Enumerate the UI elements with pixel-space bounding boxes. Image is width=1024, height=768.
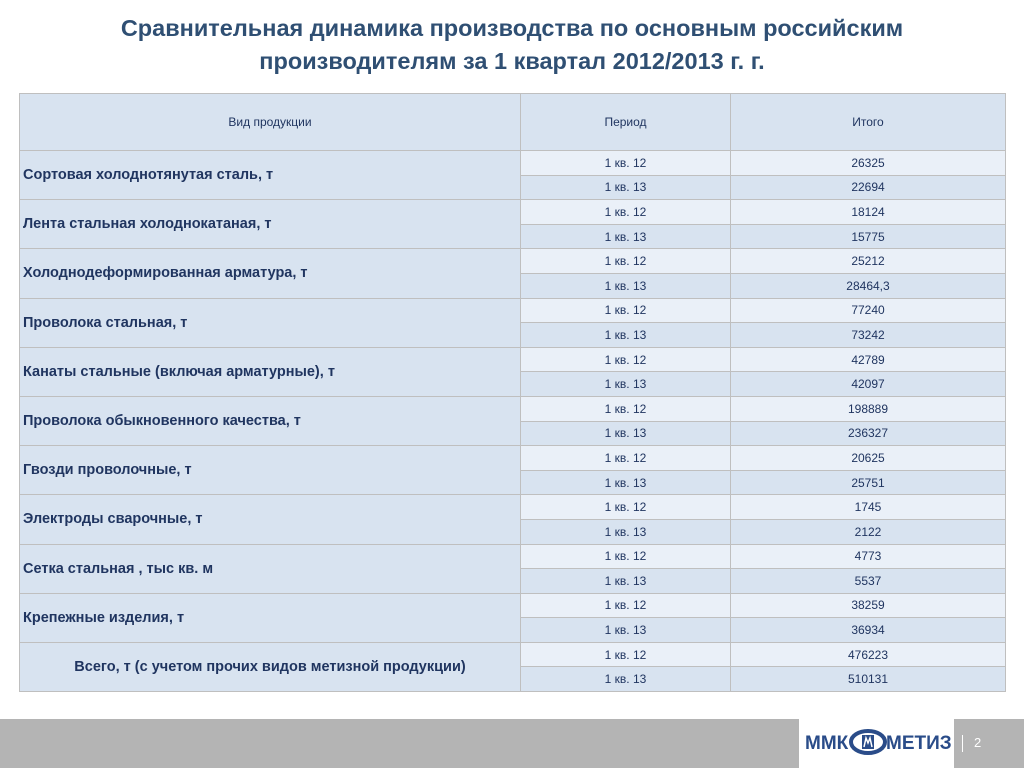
total-cell: 15775 xyxy=(731,224,1006,249)
period-cell: 1 кв. 13 xyxy=(521,470,731,495)
period-cell: 1 кв. 12 xyxy=(521,544,731,569)
product-name: Электроды сварочные, т xyxy=(20,495,521,544)
total-cell: 4773 xyxy=(731,544,1006,569)
total-cell: 18124 xyxy=(731,200,1006,225)
total-cell: 38259 xyxy=(731,593,1006,618)
period-cell: 1 кв. 12 xyxy=(521,200,731,225)
period-cell: 1 кв. 12 xyxy=(521,396,731,421)
total-cell: 28464,3 xyxy=(731,273,1006,298)
total-cell: 42789 xyxy=(731,347,1006,372)
total-cell: 476223 xyxy=(731,642,1006,667)
period-cell: 1 кв. 12 xyxy=(521,642,731,667)
period-cell: 1 кв. 13 xyxy=(521,372,731,397)
product-name: Холоднодеформированная арматура, т xyxy=(20,249,521,298)
period-cell: 1 кв. 13 xyxy=(521,569,731,594)
table-row xyxy=(20,347,1006,372)
logo-emblem-icon xyxy=(848,729,888,755)
total-cell: 36934 xyxy=(731,618,1006,643)
product-name: Сетка стальная , тыс кв. м xyxy=(20,544,521,593)
table-row xyxy=(20,249,1006,274)
table-row xyxy=(20,200,1006,225)
period-cell: 1 кв. 13 xyxy=(521,273,731,298)
period-cell: 1 кв. 12 xyxy=(521,446,731,471)
total-cell: 25751 xyxy=(731,470,1006,495)
product-name: Проволока обыкновенного качества, т xyxy=(20,396,521,445)
table-header-row xyxy=(20,94,1006,151)
table-row xyxy=(20,446,1006,471)
total-cell: 510131 xyxy=(731,667,1006,692)
table-row xyxy=(20,642,1006,667)
logo-text-metiz: МЕТИЗ xyxy=(886,733,952,754)
slide-title-line1: Сравнительная динамика производства по основным российским xyxy=(120,15,904,41)
period-cell: 1 кв. 12 xyxy=(521,347,731,372)
product-name: Крепежные изделия, т xyxy=(20,593,521,642)
period-cell: 1 кв. 13 xyxy=(521,323,731,348)
period-cell: 1 кв. 13 xyxy=(521,667,731,692)
total-cell: 20625 xyxy=(731,446,1006,471)
period-cell: 1 кв. 13 xyxy=(521,421,731,446)
product-name: Канаты стальные (включая арматурные), т xyxy=(20,347,521,396)
total-cell: 77240 xyxy=(731,298,1006,323)
table-row xyxy=(20,593,1006,618)
total-cell: 22694 xyxy=(731,175,1006,200)
period-cell: 1 кв. 12 xyxy=(521,151,731,176)
total-cell: 73242 xyxy=(731,323,1006,348)
header-product: Вид продукции xyxy=(20,94,521,151)
total-cell: 42097 xyxy=(731,372,1006,397)
period-cell: 1 кв. 12 xyxy=(521,249,731,274)
table-row xyxy=(20,396,1006,421)
total-cell: 1745 xyxy=(731,495,1006,520)
period-cell: 1 кв. 12 xyxy=(521,495,731,520)
period-cell: 1 кв. 13 xyxy=(521,175,731,200)
total-cell: 26325 xyxy=(731,151,1006,176)
product-name: Всего, т (с учетом прочих видов метизной продукции) xyxy=(20,642,521,691)
table-row xyxy=(20,298,1006,323)
period-cell: 1 кв. 12 xyxy=(521,298,731,323)
period-cell: 1 кв. 13 xyxy=(521,224,731,249)
page-number: 2 xyxy=(974,735,982,750)
period-cell: 1 кв. 12 xyxy=(521,593,731,618)
total-cell: 2122 xyxy=(731,519,1006,544)
table-row xyxy=(20,495,1006,520)
period-cell: 1 кв. 13 xyxy=(521,618,731,643)
product-name: Сортовая холоднотянутая сталь, т xyxy=(20,151,521,200)
footer-separator xyxy=(962,735,963,752)
total-cell: 236327 xyxy=(731,421,1006,446)
product-name: Лента стальная холоднокатаная, т xyxy=(20,200,521,249)
slide-title xyxy=(0,12,1024,78)
total-cell: 5537 xyxy=(731,569,1006,594)
table-row xyxy=(20,151,1006,176)
total-cell: 198889 xyxy=(731,396,1006,421)
total-cell: 25212 xyxy=(731,249,1006,274)
header-period: Период xyxy=(521,94,731,151)
table-row xyxy=(20,544,1006,569)
period-cell: 1 кв. 13 xyxy=(521,519,731,544)
logo-text-mmk: ММК xyxy=(805,733,849,754)
slide-title-line2: производителям за 1 квартал 2012/2013 г. г. xyxy=(259,48,765,74)
production-table xyxy=(19,93,1006,692)
product-name: Проволока стальная, т xyxy=(20,298,521,347)
header-total: Итого xyxy=(731,94,1006,151)
product-name: Гвозди проволочные, т xyxy=(20,446,521,495)
